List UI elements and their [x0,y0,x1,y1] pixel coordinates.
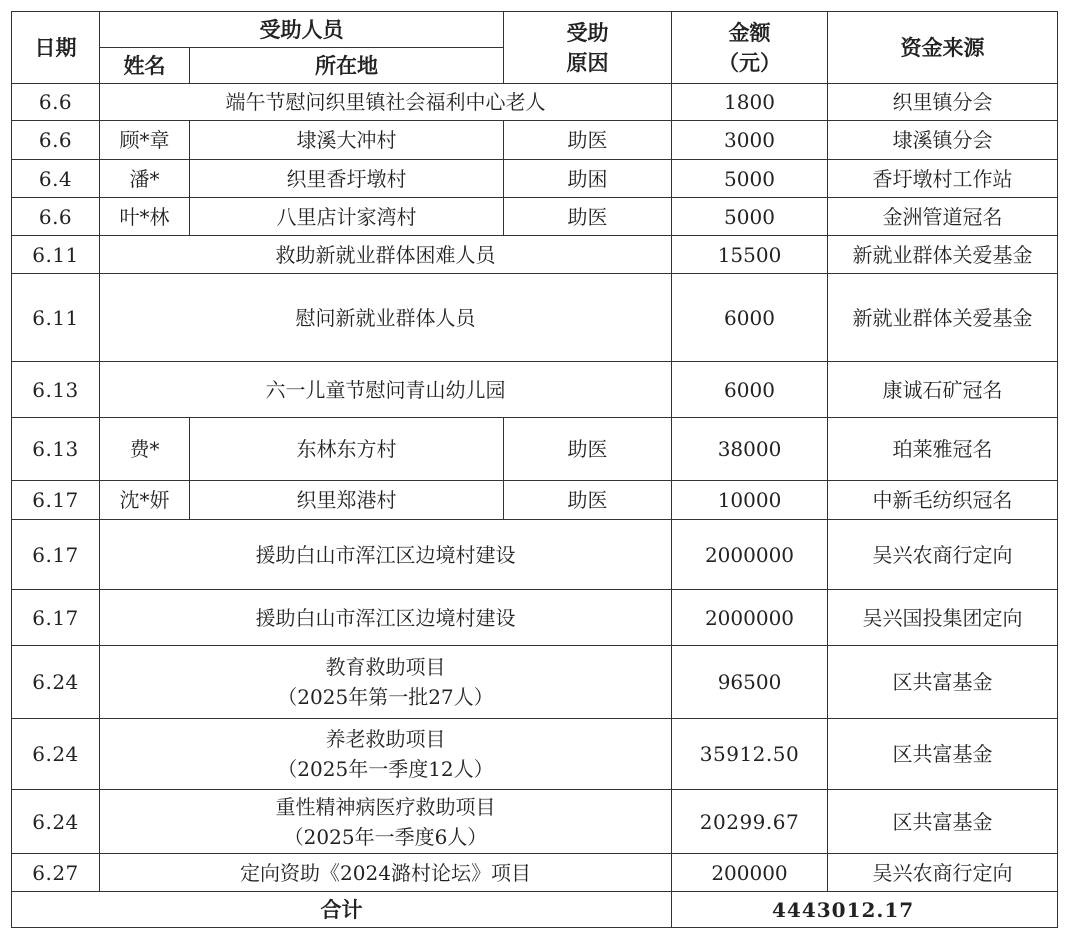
row-reason: 助医 [504,418,672,481]
row-date: 6.6 [12,121,100,160]
row-amount: 2000000 [672,520,828,590]
header-recipient: 受助人员 [100,12,504,48]
row-amount: 96500 [672,646,828,719]
row-source: 区共富基金 [828,646,1058,719]
row-date: 6.11 [12,274,100,362]
row-date: 6.13 [12,418,100,481]
row-reason: 助医 [504,198,672,236]
row-description: 援助白山市浑江区边境村建设 [100,520,672,590]
row-date: 6.17 [12,590,100,646]
table-row [12,520,1058,590]
row-date: 6.11 [12,236,100,274]
table-row [12,84,1058,121]
table-row [12,590,1058,646]
row-source: 区共富基金 [828,790,1058,854]
row-amount: 3000 [672,121,828,160]
row-description [100,790,672,854]
row-amount: 6000 [672,274,828,362]
table-row [12,719,1058,790]
row-amount: 1800 [672,84,828,121]
table-row [12,854,1058,892]
row-name: 费* [100,418,190,481]
total-amount: 4443012.17 [672,892,1058,928]
row-name: 叶*林 [100,198,190,236]
row-description [100,719,672,790]
header-name: 姓名 [100,48,190,84]
row-description [100,646,672,719]
row-description-line1: 养老救助项目 [325,727,446,751]
row-date: 6.17 [12,481,100,520]
table-row [12,160,1058,198]
row-amount: 20299.67 [672,790,828,854]
row-date: 6.6 [12,198,100,236]
row-description: 援助白山市浑江区边境村建设 [100,590,672,646]
table-row [12,418,1058,481]
header-source: 资金来源 [828,12,1058,84]
table-row [12,790,1058,854]
row-source: 区共富基金 [828,719,1058,790]
row-amount: 2000000 [672,590,828,646]
donation-table [11,11,1058,928]
row-date: 6.24 [12,719,100,790]
table-row [12,362,1058,418]
row-date: 6.24 [12,790,100,854]
row-description: 慰问新就业群体人员 [100,274,672,362]
row-source: 金洲管道冠名 [828,198,1058,236]
row-source: 吴兴农商行定向 [828,854,1058,892]
row-reason: 助医 [504,481,672,520]
row-description-line2: （2025年第一批27人） [277,685,494,709]
row-amount: 6000 [672,362,828,418]
header-amount: 金额（元） [672,12,828,84]
row-source: 新就业群体关爱基金 [828,236,1058,274]
table-row [12,198,1058,236]
row-description: 端午节慰问织里镇社会福利中心老人 [100,84,672,121]
row-amount: 38000 [672,418,828,481]
table-row [12,121,1058,160]
row-source: 新就业群体关爱基金 [828,274,1058,362]
row-description-line1: 教育救助项目 [325,655,446,679]
row-description: 定向资助《2024潞村论坛》项目 [100,854,672,892]
row-source: 康诚石矿冠名 [828,362,1058,418]
header-reason: 受助原因 [504,12,672,84]
total-label: 合计 [12,892,672,928]
total-row [12,892,1058,928]
row-location: 织里香圩墩村 [190,160,504,198]
row-description-line1: 重性精神病医疗救助项目 [275,794,496,819]
row-location: 织里郑港村 [190,481,504,520]
row-name: 沈*妍 [100,481,190,520]
row-date: 6.13 [12,362,100,418]
header-location: 所在地 [190,48,504,84]
table-row [12,481,1058,520]
row-reason: 助医 [504,121,672,160]
row-amount: 35912.50 [672,719,828,790]
row-source: 珀莱雅冠名 [828,418,1058,481]
row-amount: 200000 [672,854,828,892]
header-date: 日期 [12,12,100,84]
row-reason: 助困 [504,160,672,198]
row-description-line2: （2025年一季度12人） [277,757,494,781]
table-row [12,274,1058,362]
row-amount: 5000 [672,198,828,236]
row-amount: 5000 [672,160,828,198]
row-description: 六一儿童节慰问青山幼儿园 [100,362,672,418]
row-source: 中新毛纺织冠名 [828,481,1058,520]
row-description-line2: （2025年一季度6人） [283,824,488,849]
row-date: 6.4 [12,160,100,198]
row-description: 救助新就业群体困难人员 [100,236,672,274]
row-name: 顾*章 [100,121,190,160]
row-location: 东林东方村 [190,418,504,481]
row-date: 6.27 [12,854,100,892]
row-source: 织里镇分会 [828,84,1058,121]
row-amount: 10000 [672,481,828,520]
table-row [12,646,1058,719]
row-source: 埭溪镇分会 [828,121,1058,160]
row-name: 潘* [100,160,190,198]
row-date: 6.6 [12,84,100,121]
row-location: 八里店计家湾村 [190,198,504,236]
row-date: 6.24 [12,646,100,719]
row-source: 吴兴国投集团定向 [828,590,1058,646]
row-source: 香圩墩村工作站 [828,160,1058,198]
row-date: 6.17 [12,520,100,590]
row-source: 吴兴农商行定向 [828,520,1058,590]
row-location: 埭溪大冲村 [190,121,504,160]
table-row [12,236,1058,274]
row-amount: 15500 [672,236,828,274]
